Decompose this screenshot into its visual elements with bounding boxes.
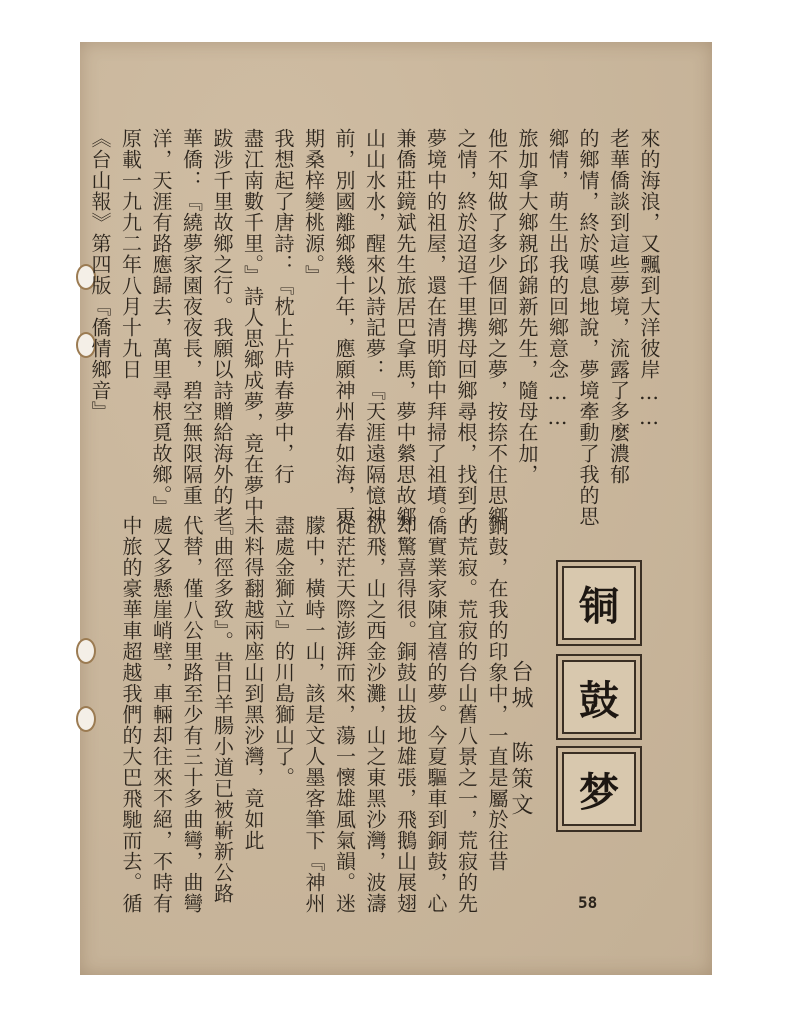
lower-text-column: 盡處金獅立』的川島獅山了。 <box>271 515 296 788</box>
upper-text-column: 旅加拿大鄉親邱錦新先生，隨母在加， <box>515 128 539 485</box>
upper-text-column: 《台山報》第四版『僑情鄉音』 <box>88 128 112 422</box>
lower-text-column: 朦中，橫峙一山，該是文人墨客筆下『神州 <box>302 515 326 914</box>
upper-text-column: 原載一九九二年八月十九日 <box>118 128 143 380</box>
author-byline: 台城 陈策文 <box>508 660 533 819</box>
lower-text-column: 銅鼓，在我的印象中，一直是屬於往昔 <box>485 515 509 872</box>
lower-text-column: 從茫茫天際澎湃而來，蕩一懷雄風氣韻。迷 <box>332 515 357 914</box>
upper-text-column: 老華僑談到這些夢境，流露了多麼濃郁 <box>606 128 631 485</box>
upper-text-column: 兼僑莊鏡斌先生旅居巴拿馬，夢中縈思故鄉 <box>393 128 417 527</box>
upper-text-column: 山山水水，醒來以詩記夢：『天涯遠隔憶神 <box>362 128 387 527</box>
lower-text-column: 『曲徑多致』。昔日羊腸小道已被嶄新公路 <box>210 515 235 904</box>
lower-text-column: 的荒寂。荒寂的台山舊八景之一，荒寂的先 <box>454 515 479 914</box>
lower-text-column: 却驚喜得很。銅鼓山拔地雄張，飛鵝山展翅 <box>393 515 418 914</box>
upper-text-column: 期桑梓變桃源。』 <box>301 128 326 286</box>
lower-text-column: 代替，僅八公里路至少有三十多曲彎，曲彎 <box>180 515 204 914</box>
title-char-3: 梦 <box>562 752 636 826</box>
upper-text-column: 夢境中的祖屋，還在清明節中拜掃了祖墳。 <box>423 128 448 527</box>
upper-text-column: 來的海浪，又飄到大洋彼岸…… <box>637 128 661 430</box>
upper-text-column: 跋涉千里故鄉之行。我願以詩贈給海外的老 <box>210 128 234 527</box>
upper-text-column: 我想起了唐詩：『枕上片時春夢中，行 <box>271 128 295 485</box>
upper-text-column: 鄉情，萌生出我的回鄉意念…… <box>545 128 570 430</box>
upper-text-column: 的鄉情，終於嘆息地說，夢境牽動了我的思 <box>576 128 600 527</box>
binding-hole <box>76 638 96 664</box>
upper-text-column: 之情，終於迢迢千里携母回鄉尋根，找到了 <box>454 128 478 527</box>
upper-text-column: 他不知做了多少個回鄉之夢，按捺不住思鄉 <box>484 128 509 527</box>
upper-text-column: 前，別國離鄉幾十年，應願神州春如海，更 <box>332 128 356 527</box>
upper-text-column: 洋，天涯有路應歸去，萬里尋根覓故鄉。』 <box>149 128 173 517</box>
title-char-1: 铜 <box>562 566 636 640</box>
title-char-2: 鼓 <box>562 660 636 734</box>
lower-text-column: 欲飛，山之西金沙灘，山之東黑沙灣，波濤 <box>363 515 387 914</box>
lower-text-column: 僑實業家陳宜禧的夢。今夏驅車到銅鼓，心 <box>424 515 448 914</box>
lower-text-column: 處又多懸崖峭壁，車輛却往來不絕，不時有 <box>149 515 174 914</box>
binding-hole <box>76 706 96 732</box>
page-number: 58 <box>578 893 598 912</box>
upper-text-column: 華僑：『繞夢家園夜夜長，碧空無限隔重 <box>179 128 204 506</box>
lower-text-column: 中旅的豪華車超越我們的大巴飛馳而去。循 <box>119 515 143 914</box>
lower-text-column: 未料得翻越兩座山到黑沙灣，竟如此 <box>241 515 265 851</box>
upper-text-column: 盡江南數千里。』詩人思鄉成夢，竟在夢中 <box>240 128 265 517</box>
